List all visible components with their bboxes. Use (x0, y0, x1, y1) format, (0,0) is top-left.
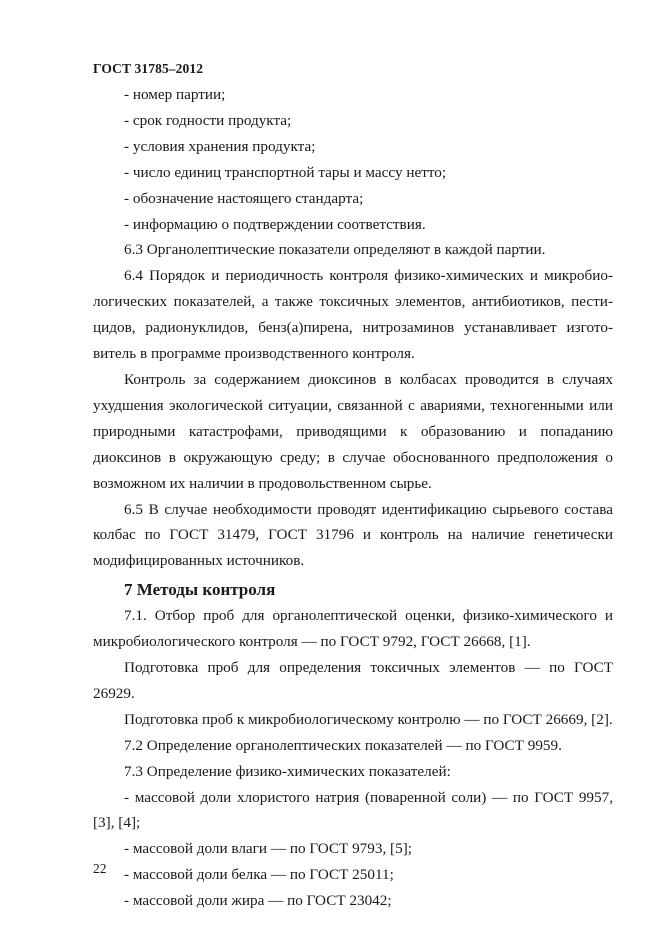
list-item: - информацию о подтверждении соответствия. (124, 215, 426, 233)
page-number: 22 (93, 861, 107, 876)
page-body (93, 82, 613, 914)
paragraph-prep-micro: Подготовка проб к микробиологическому контролю — по ГОСТ 26669, [2]. (124, 710, 613, 728)
paragraph-dioxins: Контроль за содержанием диоксинов в колбасах проводится в случаях ухудшения экологической ситуации, связанной с авариями, техногенными или природными катастрофами, приводящими к образованию и попаданию диоксинов в окружающую среду; в случае обоснованного предположения о возможном их наличии в продовольственном сырье. (93, 370, 613, 492)
section-heading: 7 Методы контроля (124, 580, 276, 600)
paragraph-7-3: 7.3 Определение физико-химических показателей: (124, 762, 451, 780)
paragraph-prep-toxic: Подготовка проб для определения токсичных элементов — по ГОСТ 26929. (93, 659, 613, 702)
list-item: - число единиц транспортной тары и массу нетто; (124, 163, 447, 181)
list-item: - массовой доли белка — по ГОСТ 25011; (124, 866, 394, 884)
paragraph-7-1: 7.1. Отбор проб для органолептической оценки, физико-химического и микробиологического контроля — по ГОСТ 9792, ГОСТ 26668, [1]. (93, 607, 613, 651)
document-header: ГОСТ 31785–2012 (93, 61, 204, 76)
paragraph-6-3: 6.3 Органолептические показатели определяют в каждой партии. (124, 241, 546, 259)
paragraph-6-5: 6.5 В случае необходимости проводят идентификацию сырьевого состава колбас по ГОСТ 31479, ГОСТ 31796 и контроль на наличие генетически модифицированных источников. (93, 500, 613, 570)
paragraph-6-4: 6.4 Порядок и периодичность контроля физико-химических и микробиологических показателей, а также токсичных элементов, антибиотиков, пестицидов, радионуклидов, бенз(а)пирена, нитрозаминов устанавливает изготовитель в программе производственного контроля. (93, 267, 613, 363)
list-item: - номер партии; (124, 86, 226, 103)
paragraph-7-2: 7.2 Определение органолептических показателей — по ГОСТ 9959. (124, 736, 562, 754)
list-item: - массовой доли влаги — по ГОСТ 9793, [5]; (124, 840, 412, 858)
list-item: - обозначение настоящего стандарта; (124, 189, 364, 207)
list-item: - срок годности продукта; (124, 111, 292, 129)
list-item: - массовой доли хлористого натрия (поваренной соли) — по ГОСТ 9957, [3], [4]; (93, 788, 613, 832)
list-item: - массовой доли жира — по ГОСТ 23042; (124, 892, 392, 910)
list-item: - условия хранения продукта; (124, 137, 316, 155)
